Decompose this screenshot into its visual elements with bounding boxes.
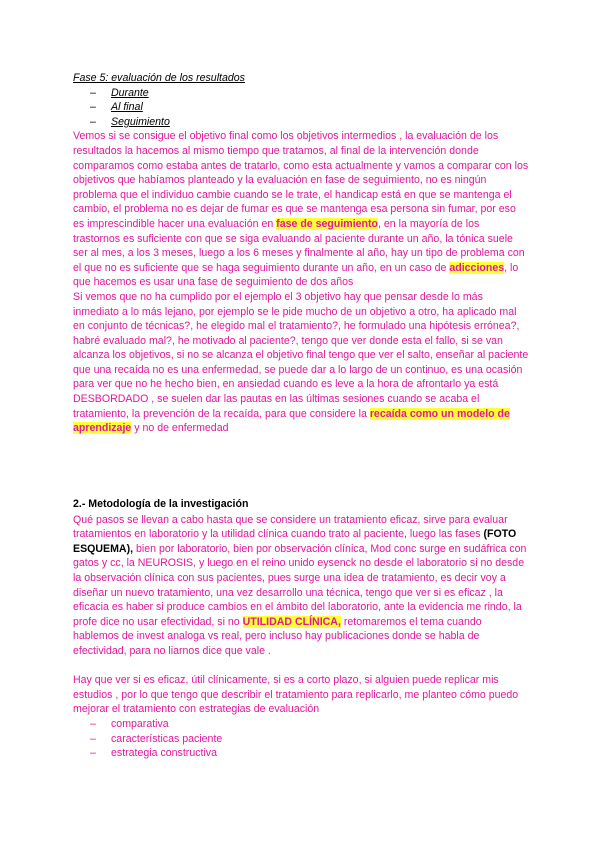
estrategias-list <box>73 717 529 761</box>
highlight-recaida: recaída como un modelo de aprendizaje <box>73 407 510 435</box>
fase-title: Fase 5: evaluación de los resultados <box>73 72 245 84</box>
highlight-fase-seguimiento: fase de seguimiento <box>276 217 379 230</box>
list-item: – Durante <box>73 86 529 101</box>
section-fase-5 <box>73 71 529 436</box>
paragraph-evaluacion: Vemos si se consigue el objetivo final como los objetivos intermedios , la evaluación de los resultados la hacemos al mismo tiempo que tratamos, al final de la intervención donde comparamos como estaba antes de tratarlo, como esta actualmente y vamos a comparar con los objetivos que habíamos planteado y la evaluación en fase de seguimiento, no es ningún problema que el individuo cambie cuando se le trate, el handicap está en que se mantenga el cambio, el problema no es dejar de fumar es que se mantenga esa persona sin fumar, por eso es imprescindible hacer una evaluación en fase de seguimiento, en la mayoría de los trastornos es suficiente con que se siga evaluando al paciente durante un año, la tónica suele ser al mes, a los 3 meses, luego a los 6 meses y finalmente al año, hay un tipo de problema con el que no es suficiente que se haga seguimiento durante un año, en un caso de adicciones, lo que hacemos es usar una fase de seguimiento de dos años <box>73 130 529 289</box>
bold-foto-esquema: (FOTO ESQUEMA), <box>73 528 517 555</box>
list-item: – comparativa <box>73 717 529 732</box>
list-item: – estrategia constructiva <box>73 746 529 761</box>
fase-list <box>73 86 529 130</box>
paragraph-eficacia: Hay que ver si es eficaz, útil clínicamente, si es a corto plazo, si alguien puede replicar mis estudios , por lo que tengo que describir el tratamiento para replicarlo, me planteo cómo puedo mejorar el tratamiento con estrategias de evaluación <box>73 674 519 716</box>
section-metodologia <box>73 497 529 761</box>
list-item: – Seguimiento <box>73 115 529 130</box>
list-item: – Al final <box>73 100 529 115</box>
paragraph-recaida: Si vemos que no ha cumplido por el ejemplo el 3 objetivo hay que pensar desde lo más inmediato a lo más lejano, por ejemplo se le pide mucho de un objetivo a otro, ha aplicado mal en conjunto de técnicas?, he elegido mal el tratamiento?, he formulado una hipótesis errónea?, habré evaluado mal?, he motivado al paciente?, tengo que ver donde esta el fallo, si se van alcanza los objetivos, si no se alcanza el objetivo final tengo que ver el salto, enseñar al paciente que una recaída no es una enfermedad, se puede dar a lo largo de un continuo, es una ocasión para ver que no he hecho bien, en ansiedad cuando es leve a la hora de afrontarlo ya está DESBORDADO , se suelen dar las pautas en las últimas sesiones cuando se acaba el tratamiento, la prevención de la recaída, para que considere la recaída como un modelo de aprendizaje y no de enfermedad <box>73 290 529 435</box>
highlight-adicciones: adicciones <box>449 261 505 274</box>
list-item: – características paciente <box>73 732 529 747</box>
highlight-utilidad-clinica: UTILIDAD CLÍNICA, <box>242 615 341 628</box>
section-heading: 2.- Metodología de la investigación <box>73 498 249 510</box>
paragraph-metodologia: Qué pasos se llevan a cabo hasta que se considere un tratamiento eficaz, sirve para evaluar tratamientos en laboratorio y la utilidad clínica cuando trato al paciente, luego las fases (FOTO ESQUEMA), bien por laboratorio, bien por observación clínica, Mod conc surge en sudáfrica con gatos y cc, la NEUROSIS, y luego en el reino unido eysenck no desde el laboratorio si no desde la observación clínica con sus pacientes, pues surge una idea de tratamiento, es decir voy a diseñar un nuevo tratamiento, una vez desarrollo una técnica, tengo que ver si es eficaz , la eficacia es haber si produce cambios en el ámbito del laboratorio, ante la evidencia me rindo, la profe dice no usar efectividad, si no UTILIDAD CLÍNICA, retomaremos el tema cuando hablemos de invest analoga vs real, pero incluso hay publicaciones donde se habla de efectividad, para no liarnos dice que vale . <box>73 513 527 657</box>
